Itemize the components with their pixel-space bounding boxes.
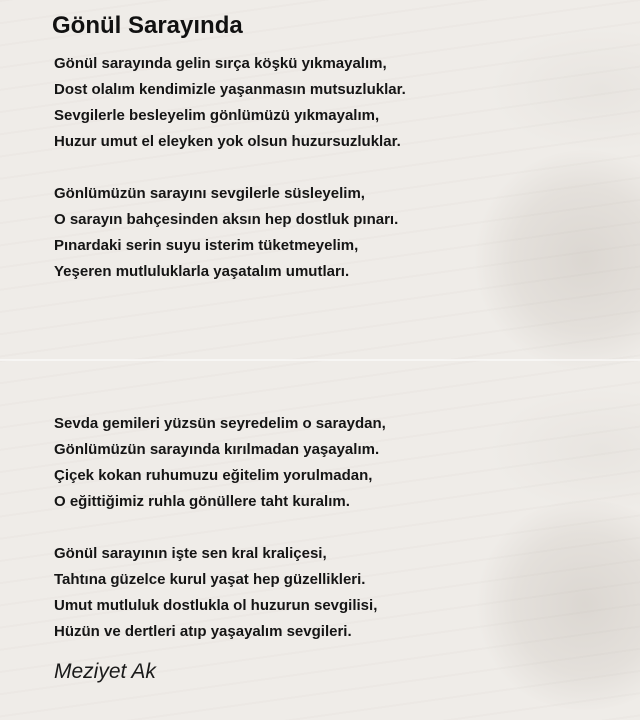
tile-seam — [0, 359, 640, 361]
poem-author: Meziyet Ak — [54, 660, 156, 683]
poem-line: Yeşeren mutluluklarla yaşatalım umutları. — [54, 263, 350, 280]
poem-line: Hüzün ve dertleri atıp yaşayalım sevgileri. — [54, 623, 352, 640]
stanza-2 — [54, 181, 398, 285]
poem-line: O eğittiğimiz ruhla gönüllere taht kuralım. — [54, 493, 350, 510]
poem-line: Pınardaki serin suyu isterim tüketmeyelim, — [54, 237, 359, 254]
stanza-1 — [54, 51, 406, 155]
poem-line: Huzur umut el eleyken yok olsun huzursuzluklar. — [54, 133, 401, 150]
poem-line: Dost olalım kendimizle yaşanmasın mutsuzluklar. — [54, 81, 406, 98]
poem-line: Sevda gemileri yüzsün seyredelim o saraydan, — [54, 415, 386, 432]
poem-title: Gönül Sarayında — [52, 12, 243, 39]
poem-line: Gönül sarayında gelin sırça köşkü yıkmayalım, — [54, 55, 387, 72]
poem-line: O sarayın bahçesinden aksın hep dostluk pınarı. — [54, 211, 399, 228]
poem-line: Tahtına güzelce kurul yaşat hep güzellikleri. — [54, 571, 366, 588]
poem-line: Umut mutluluk dostlukla ol huzurun sevgilisi, — [54, 597, 378, 614]
poem-line: Gönlümüzün sarayında kırılmadan yaşayalım. — [54, 441, 380, 458]
poem-line: Gönlümüzün sarayını sevgilerle süsleyelim, — [54, 185, 365, 202]
poem-line: Çiçek kokan ruhumuzu eğitelim yorulmadan, — [54, 467, 373, 484]
stanza-3 — [54, 411, 386, 515]
stanza-4 — [54, 541, 377, 645]
poem-line: Sevgilerle besleyelim gönlümüzü yıkmayalım, — [54, 107, 380, 124]
poem-line: Gönül sarayının işte sen kral kraliçesi, — [54, 545, 327, 562]
